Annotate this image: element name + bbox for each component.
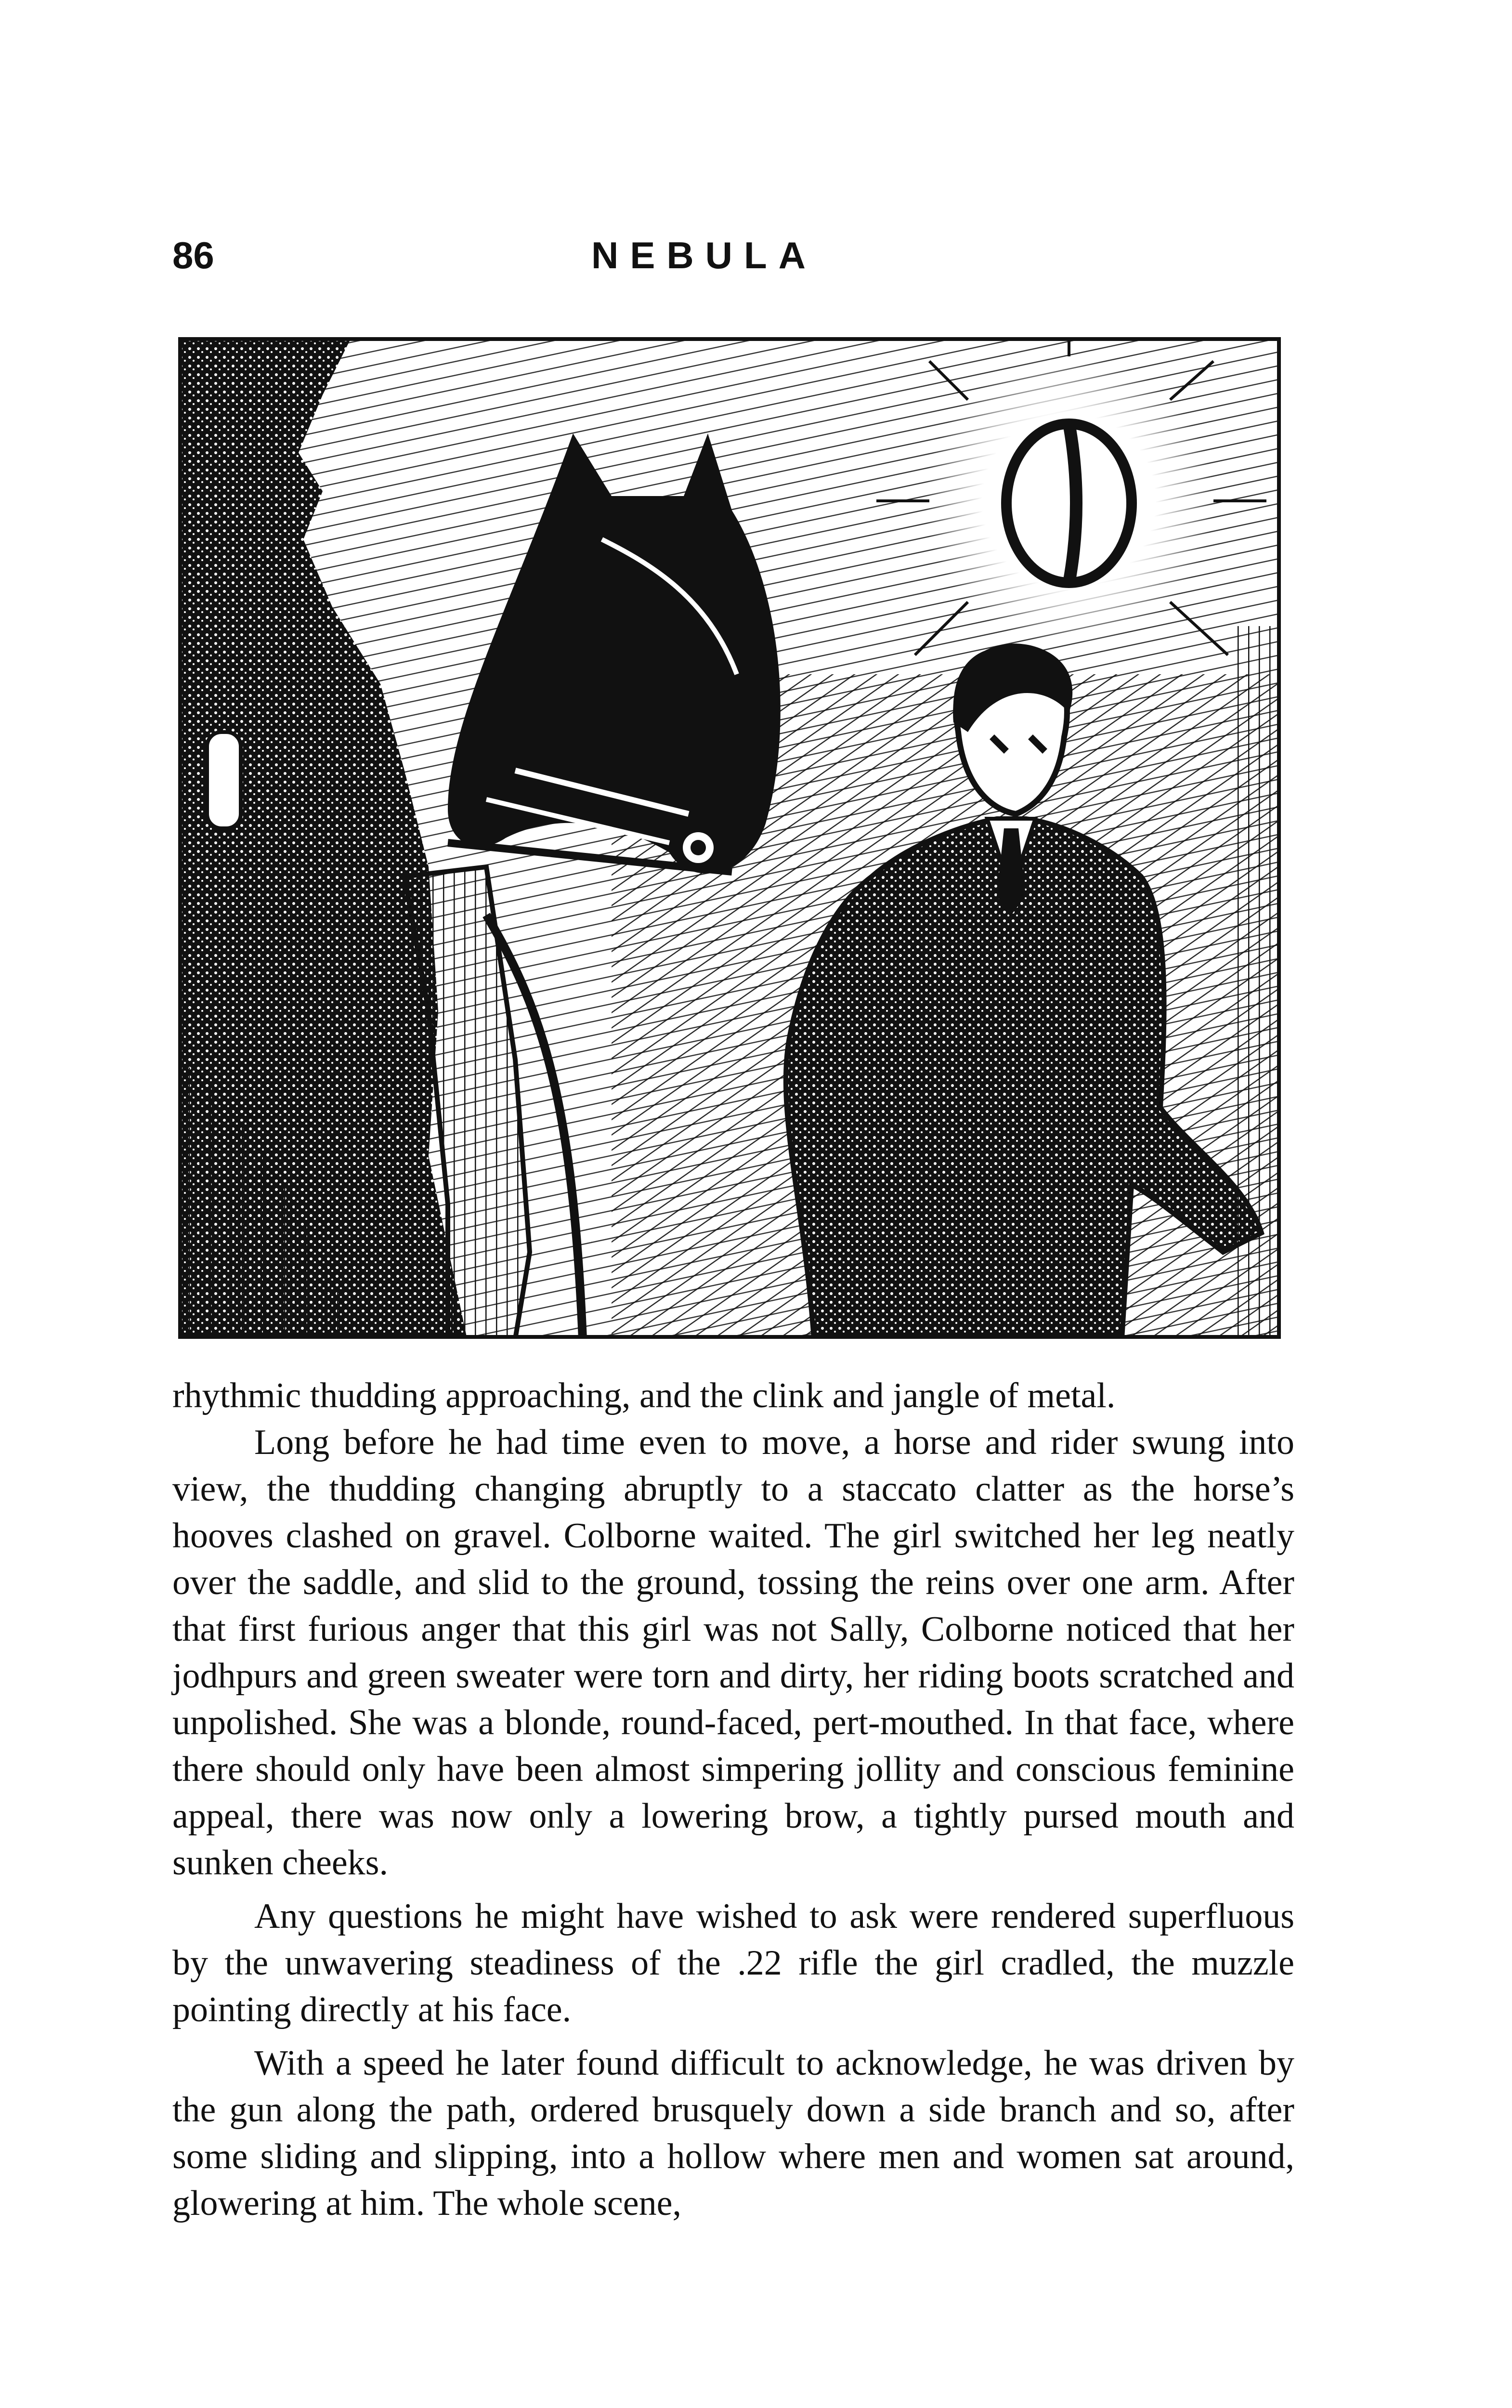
paragraph: With a speed he later found difficult to acknowledge, he was driven by the gun along the path, ordered brusquely down a side branch and so, after some sliding and slipping, into a hollow where men and women sat around, glowering at him. The whole scene,: [172, 2043, 1294, 2223]
page-number: 86: [172, 234, 214, 276]
illustration-svg: [178, 337, 1281, 1339]
paragraph: Long before he had time even to move, a horse and rider swung into view, the thudding changing abruptly to a staccato clatter as the horse’s hooves clashed on gravel. Colborne waited. The girl switched her leg neatly over the saddle, and slid to the ground, tossing the reins over one arm. After that first furious anger that this girl was not Sally, Colborne noticed that her jodhpurs and green sweater were torn and dirty, her riding boots scratched and unpolished. She was a blonde, round-faced, pert-mouthed. In that face, where there should only have been almost simpering jollity and conscious feminine appeal, there was now only a lowering brow, a tightly pursed mouth and sunken cheeks.: [172, 1423, 1294, 1883]
illustration-horse-and-man: [178, 337, 1281, 1339]
body-text: [172, 1373, 1294, 2227]
running-head: [172, 226, 1328, 284]
paragraph: rhythmic thudding approaching, and the clink and jangle of metal.: [172, 1376, 1116, 1415]
paragraph: Any questions he might have wished to ask were rendered superfluous by the unwavering steadiness of the .22 rifle the girl cradled, the muzzle pointing directly at his face.: [172, 1897, 1294, 2029]
journal-title: NEBULA: [591, 234, 817, 276]
